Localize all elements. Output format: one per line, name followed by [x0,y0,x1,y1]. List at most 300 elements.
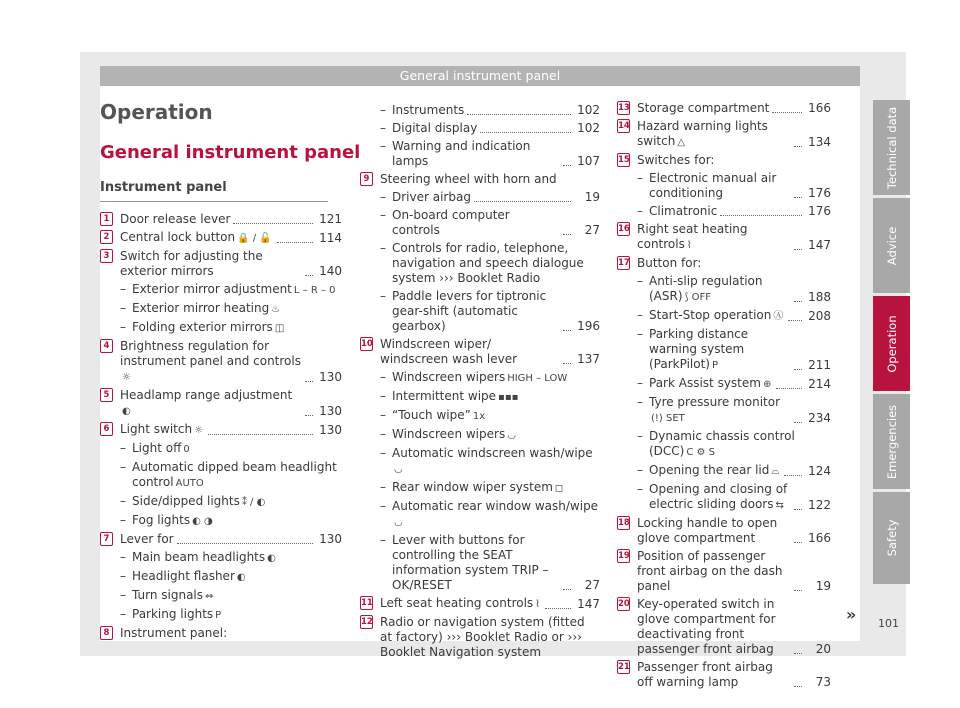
entry-text [120,339,302,385]
entry-label: Automatic dipped beam headlight control [132,460,337,489]
control-symbol-icon: ♨ [271,304,281,315]
entry-text [637,256,701,271]
control-symbol-icon: ⌇ [535,599,541,610]
subentry-text [392,427,518,443]
index-entry [617,256,831,271]
entry-label: Driver airbag [392,190,471,204]
page-reference: 214 [808,377,831,391]
entry-label: Rear window wiper system [392,480,553,494]
subentry-text [649,274,791,305]
leader-dots [277,242,313,243]
page-reference: 134 [808,135,831,149]
entry-line [380,337,600,367]
entry-text [120,422,205,438]
index-subentry [360,408,600,424]
page-reference: 211 [808,358,831,372]
entry-line [120,388,342,419]
column-left [100,212,342,644]
entry-label: Climatronic [649,204,718,218]
control-symbol-icon: Ⓐ [773,311,784,322]
entry-label: Switch for adjusting the exterior mirrors [120,249,263,278]
control-symbol-icon: 0 [183,444,190,455]
control-symbol-icon: ◡ [507,430,516,441]
subentry-text [132,282,338,298]
callout-number: 5 [100,388,113,402]
callout-number: 20 [618,599,630,609]
entry-line [637,597,831,657]
entry-label: Instruments [392,103,465,117]
index-subentry [617,395,831,426]
control-symbol-icon: 1x [472,411,486,422]
entry-text [637,597,791,657]
entry-line [380,499,600,530]
page-reference: 140 [319,264,342,278]
index-entry [617,660,831,690]
page-reference: 121 [319,212,342,226]
index-subentry [100,460,342,491]
page-reference: 73 [815,675,831,689]
entry-label: Automatic rear window wash/wipe [392,499,599,513]
entry-line [637,308,831,324]
entry-label: Headlamp range adjustment [120,388,293,402]
entry-label: Warning and indication lamps [392,139,531,168]
index-subentry [360,289,600,334]
subentry-text [392,121,477,136]
leader-dots [563,330,571,331]
entry-line [120,230,342,246]
subentry-text [649,463,781,479]
page-reference: 234 [808,411,831,425]
subentry-text [132,301,282,317]
subentry-text [132,550,278,566]
entry-line [637,101,831,116]
entry-line [380,408,600,424]
subentry-text [132,513,215,529]
entry-line [120,441,342,457]
subentry-text [392,389,520,405]
page-reference: 122 [808,498,831,512]
entry-label: Locking handle to open glove compartment [637,516,778,545]
entry-line [120,569,342,585]
entry-text [380,615,600,660]
page-reference: 208 [808,309,831,323]
entry-line [380,172,600,187]
entry-label: Switches for: [637,153,715,167]
leader-dots [794,146,802,147]
entry-label: On-board computer controls [392,208,510,237]
control-symbol-icon: ⌇ [686,240,692,251]
entry-label: Main beam headlights [132,550,266,564]
control-symbol-icon: ☼ [122,372,131,383]
entry-line [120,212,342,227]
control-symbol-icon: L – R – 0 [293,285,336,296]
entry-label: Opening the rear lid [649,463,770,477]
entry-line [380,190,600,205]
index-subentry [100,550,342,566]
entry-label: “Touch wipe” [392,408,471,422]
index-entry [100,388,342,419]
index-entry [617,597,831,657]
page-reference: 102 [577,121,600,135]
entry-line [380,208,600,238]
control-symbol-icon: AUTO [175,478,204,489]
entry-line [120,282,342,298]
index-subentry [617,274,831,305]
entry-label: Windscreen wipers [392,427,506,441]
subentry-text [392,446,600,477]
index-subentry [360,499,600,530]
index-subentry [100,513,342,529]
entry-label: Windscreen wiper/ windscreen wash lever [380,337,518,366]
leader-dots [305,275,313,276]
callout-number: 10 [361,339,373,349]
page-reference: 196 [577,319,600,333]
entry-line [120,532,342,547]
entry-line [120,513,342,529]
index-subentry [617,171,831,201]
entry-text [120,532,174,547]
leader-dots [776,388,802,389]
leader-dots [720,215,802,216]
leader-dots [563,165,571,166]
page-reference: 147 [808,238,831,252]
page-reference: 20 [815,642,831,656]
page-reference: 130 [319,404,342,418]
page-reference: 188 [808,290,831,304]
subentry-text [392,499,600,530]
section-title: General instrument panel [100,142,361,163]
column-right [617,101,831,693]
leader-dots [794,301,802,302]
control-symbol-icon: ▪▪▪ [498,392,519,403]
entry-line [637,660,831,690]
index-entry [360,596,600,612]
entry-line [637,516,831,546]
entry-line [380,389,600,405]
callout-number: 21 [618,662,630,672]
entry-label: Park Assist system [649,376,761,390]
entry-line [120,320,342,336]
control-symbol-icon: ◐ ◑ [192,516,213,527]
entry-line [637,171,831,201]
entry-label: Intermittent wipe [392,389,497,403]
chapter-title: Operation [100,100,213,124]
leader-dots [474,201,571,202]
entry-label: Lever with buttons for controlling the SEAT information system TRIP – OK/RESET [392,533,549,592]
index-entry [100,339,342,385]
index-entry [100,212,342,227]
entry-line [380,615,600,660]
entry-label: Headlight flasher [132,569,235,583]
subsection-rule [100,201,328,202]
subentry-text [132,441,192,457]
entry-label: Parking lights [132,607,214,621]
index-subentry [100,301,342,317]
control-symbol-icon: ◫ [274,323,285,334]
index-subentry [617,376,831,392]
entry-line [637,119,831,150]
entry-text [120,230,274,246]
subentry-text [649,327,791,373]
callout-number: 8 [100,626,113,640]
entry-label: Left seat heating controls [380,596,534,610]
index-subentry [617,463,831,479]
leader-dots [794,590,802,591]
entry-line [380,446,600,477]
entry-label: Lever for [120,532,174,546]
entry-label: Automatic windscreen wash/wipe [392,446,593,460]
leader-dots [563,234,571,235]
callout-number: 12 [361,617,373,627]
entry-label: Windscreen wipers [392,370,506,384]
control-symbol-icon: ◡ [394,464,403,475]
leader-dots [794,653,802,654]
entry-line [637,429,831,460]
entry-text [637,222,791,253]
subentry-text [392,370,569,386]
entry-line [380,427,600,443]
callout-number: 15 [618,155,630,165]
leader-dots [794,197,802,198]
control-symbol-icon: P [711,360,719,371]
entry-label: Passenger front airbag off warning lamp [637,660,773,689]
entry-line [120,460,342,491]
leader-dots [208,434,313,435]
entry-text [637,153,714,168]
entry-line [380,533,600,593]
page-reference: 102 [577,103,600,117]
index-subentry [360,139,600,169]
entry-text [637,119,791,150]
leader-dots [563,363,571,364]
entry-line [637,482,831,513]
entry-label: Fog lights [132,513,191,527]
subentry-text [392,408,487,424]
entry-label: Paddle levers for tiptronic gear-shift (automatic gearbox) [392,289,547,333]
page-reference: 166 [808,101,831,115]
entry-line [637,549,831,594]
subentry-text [649,171,791,201]
index-entry [100,626,342,641]
page-reference: 137 [577,352,600,366]
entry-line [637,204,831,219]
index-entry [617,516,831,546]
control-symbol-icon: ⊕ [762,379,772,390]
entry-text [637,549,791,594]
entry-line [637,395,831,426]
entry-text [637,101,769,116]
entry-line [120,626,342,641]
index-subentry [360,427,600,443]
leader-dots [545,608,571,609]
page-reference: 27 [584,223,600,237]
entry-line [120,550,342,566]
callout-number: 11 [361,598,373,608]
index-subentry [360,103,600,118]
control-symbol-icon: ⌓ [771,466,780,477]
leader-dots [794,249,802,250]
callout-number: 3 [100,249,113,263]
callout-number: 19 [618,551,630,561]
page-reference: 147 [577,597,600,611]
control-symbol-icon: ◐ [236,572,246,583]
entry-line [120,249,342,279]
subentry-text [392,139,560,169]
entry-line [380,480,600,496]
entry-label: Controls for radio, telephone, navigation and speech dialogue system ››› Booklet Radio [392,241,584,285]
entry-text [637,660,791,690]
leader-dots [794,542,802,543]
entry-label: Light switch [120,422,193,436]
entry-label: Digital display [392,121,478,135]
page-reference: 19 [584,190,600,204]
tab-advice[interactable]: Advice [873,198,910,293]
subentry-text [649,308,785,324]
callout-number: 9 [360,172,373,186]
subentry-text [392,190,471,205]
tab-emergencies[interactable]: Emergencies [873,394,910,489]
subentry-text [392,480,565,496]
leader-dots [480,132,571,133]
entry-line [380,241,600,286]
entry-label: Key-operated switch in glove compartment for deactivating front passenger front airbag [637,597,776,656]
entry-line [380,139,600,169]
control-symbol-icon: C ⚙ S [686,447,716,458]
entry-label: Light off [132,441,182,455]
control-symbol-icon: ⁑ / ◐ [241,497,266,508]
index-subentry [100,320,342,336]
index-entry [617,119,831,150]
entry-line [380,121,600,136]
index-subentry [100,441,342,457]
entry-line [637,153,831,168]
leader-dots [233,223,313,224]
tab-technical-data[interactable]: Technical data [873,100,910,195]
index-subentry [360,370,600,386]
callout-number: 13 [618,103,630,113]
index-entry [617,153,831,168]
index-entry [617,549,831,594]
index-entry [617,222,831,253]
leader-dots [794,369,802,370]
entry-label: Steering wheel with horn and [380,172,557,186]
index-entry [617,101,831,116]
entry-text [120,249,302,279]
control-symbol-icon: ⇆ [775,500,784,511]
entry-line [637,274,831,305]
control-symbol-icon: 🔒 / 🔓 [237,233,272,244]
page-reference: 19 [815,579,831,593]
subentry-text [132,569,248,585]
subentry-text [649,376,773,392]
subentry-text [132,588,215,604]
index-entry [360,337,600,367]
callout-number: 1 [100,212,113,226]
entry-label: Tyre pressure monitor [649,395,781,409]
entry-label: Storage compartment [637,101,770,115]
subentry-text [392,289,560,334]
entry-line [637,222,831,253]
page-reference: 114 [319,231,342,245]
callout-number: 7 [100,532,113,546]
entry-text [380,596,542,612]
leader-dots [794,509,802,510]
index-subentry [100,607,342,623]
entry-line [380,289,600,334]
leader-dots [563,589,571,590]
subentry-text [132,460,342,491]
page-reference: 124 [808,464,831,478]
subentry-text [132,320,286,336]
index-entry [100,532,342,547]
page-reference: 176 [808,204,831,218]
entry-line [120,422,342,438]
callout-number: 2 [100,230,113,244]
control-symbol-icon: △ [677,137,686,148]
entry-line [380,103,600,118]
subsection-title: Instrument panel [100,180,227,195]
callout-number: 4 [100,339,113,353]
entry-label: Position of passenger front airbag on the dash panel [637,549,783,593]
entry-label: Start-Stop operation [649,308,772,322]
control-symbol-icon: P [215,610,222,621]
entry-text [120,212,230,227]
control-symbol-icon: ⇔ [205,591,214,602]
index-subentry [617,482,831,513]
entry-line [120,301,342,317]
subentry-text [649,395,791,426]
entry-label: Hazard warning lights switch [637,119,768,148]
index-subentry [617,308,831,324]
index-subentry [360,208,600,238]
index-subentry [617,204,831,219]
entry-label: Central lock button [120,230,236,244]
index-subentry [360,121,600,136]
tab-operation[interactable]: Operation [873,296,910,391]
tab-safety[interactable]: Safety [873,492,910,584]
leader-dots [305,415,313,416]
entry-label: Side/dipped lights [132,494,240,508]
index-subentry [617,429,831,460]
entry-line [380,596,600,612]
control-symbol-icon: ◐ [267,553,276,564]
entry-line [120,494,342,510]
entry-label: Right seat heating controls [637,222,748,251]
index-subentry [360,190,600,205]
entry-label: Parking distance warning system (ParkPilot) [649,327,749,371]
entry-line [637,256,831,271]
entry-label: Radio or navigation system (fitted at factory) ››› Booklet Radio or ››› Booklet Navigation system [380,615,585,659]
subentry-text [392,208,560,238]
running-header: General instrument panel [100,66,860,86]
entry-label: Instrument panel: [120,626,228,640]
index-subentry [360,389,600,405]
control-symbol-icon: HIGH – LOW [507,373,568,384]
control-symbol-icon: (!) SET [651,413,685,424]
leader-dots [784,475,802,476]
callout-number: 18 [618,518,630,528]
subentry-text [132,494,267,510]
page-reference: 107 [577,154,600,168]
subentry-text [649,204,717,219]
index-subentry [100,494,342,510]
leader-dots [305,381,313,382]
subentry-text [392,533,560,593]
control-symbol-icon: ☼ [194,425,204,436]
index-subentry [100,588,342,604]
entry-label: Dynamic chassis control (DCC) [649,429,795,458]
entry-line [637,463,831,479]
